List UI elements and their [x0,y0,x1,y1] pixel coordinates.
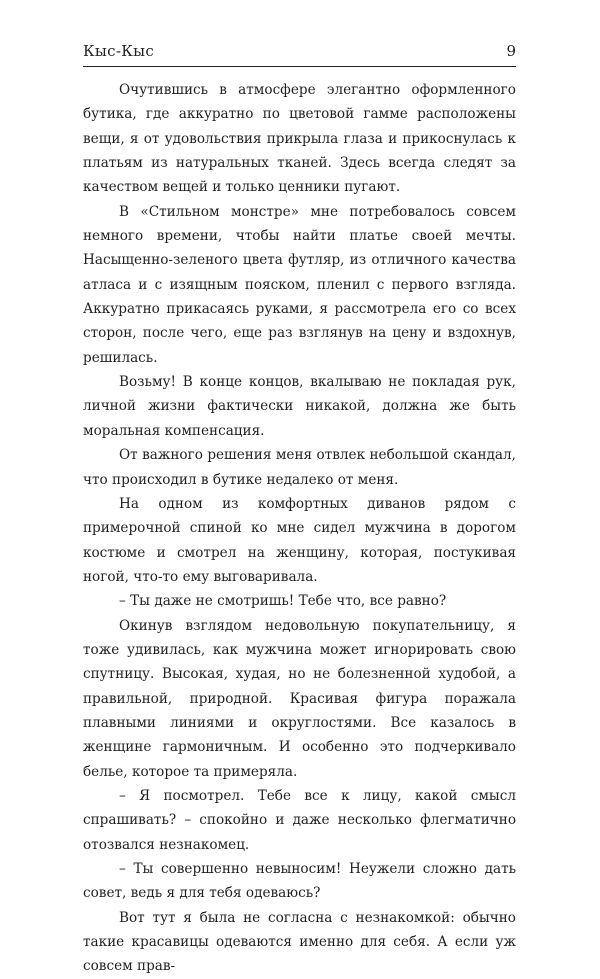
dialogue-line: – Ты даже не смотришь! Тебе что, все равно? [119,593,447,610]
body-text [83,78,516,979]
page-number: 9 [506,42,516,60]
paragraph: В «Стильном монстре» мне потребовалось совсем немного времени, чтобы найти платье своей мечты. Насыщенно-зеленого цвета футляр, из отличного качества атласа и с изящным пояском, пленил с первого взгляда. Аккуратно прикасаясь руками, я рассмотрела его со всех сторон, после чего, еще раз взглянув на цену и вздохнув, решилась. [83,203,516,366]
paragraph: Окинув взглядом недовольную покупательницу, я тоже удивилась, как мужчина может игнорировать свою спутницу. Высокая, худая, но не болезненной худобой, а правильной, природной. Красивая фигура поражала плавными линиями и округлостями. Все казалось в женщине гармоничным. И особенно это подчеркивало белье, которое та примеряла. [83,617,516,780]
running-head [83,40,516,67]
dialogue-line: – Я посмотрел. Тебе все к лицу, какой смысл спрашивать? – спокойно и даже несколько флегматично отозвался незнакомец. [83,787,516,853]
paragraph: Очутившись в атмосфере элегантно оформленного бутика, где аккуратно по цветовой гамме расположены вещи, я от удовольствия прикрыла глаза и прикоснулась к платьям из натуральных тканей. Здесь всегда следят за качеством вещей и только ценники пугают. [83,82,516,196]
paragraph: Вот тут я была не согласна с незнакомкой: обычно такие красавицы одеваются именно для себя. А если уж совсем прав- [83,909,516,975]
paragraph: Возьму! В конце концов, вкалываю не покладая рук, личной жизни фактически никакой, должна же быть моральная компенсация. [83,374,516,439]
running-title: Кыс-Кыс [83,42,155,60]
dialogue-line: – Ты совершенно невыносим! Неужели сложно дать совет, ведь я для тебя одеваюсь? [83,861,516,902]
paragraph: На одном из комфортных диванов рядом с примерочной спиной ко мне сидел мужчина в дорогом костюме и смотрел на женщину, которая, постукивая ногой, что-то ему выговаривала. [83,495,516,585]
paragraph: От важного решения меня отвлек небольшой скандал, что происходил в бутике недалеко от меня. [83,447,516,488]
